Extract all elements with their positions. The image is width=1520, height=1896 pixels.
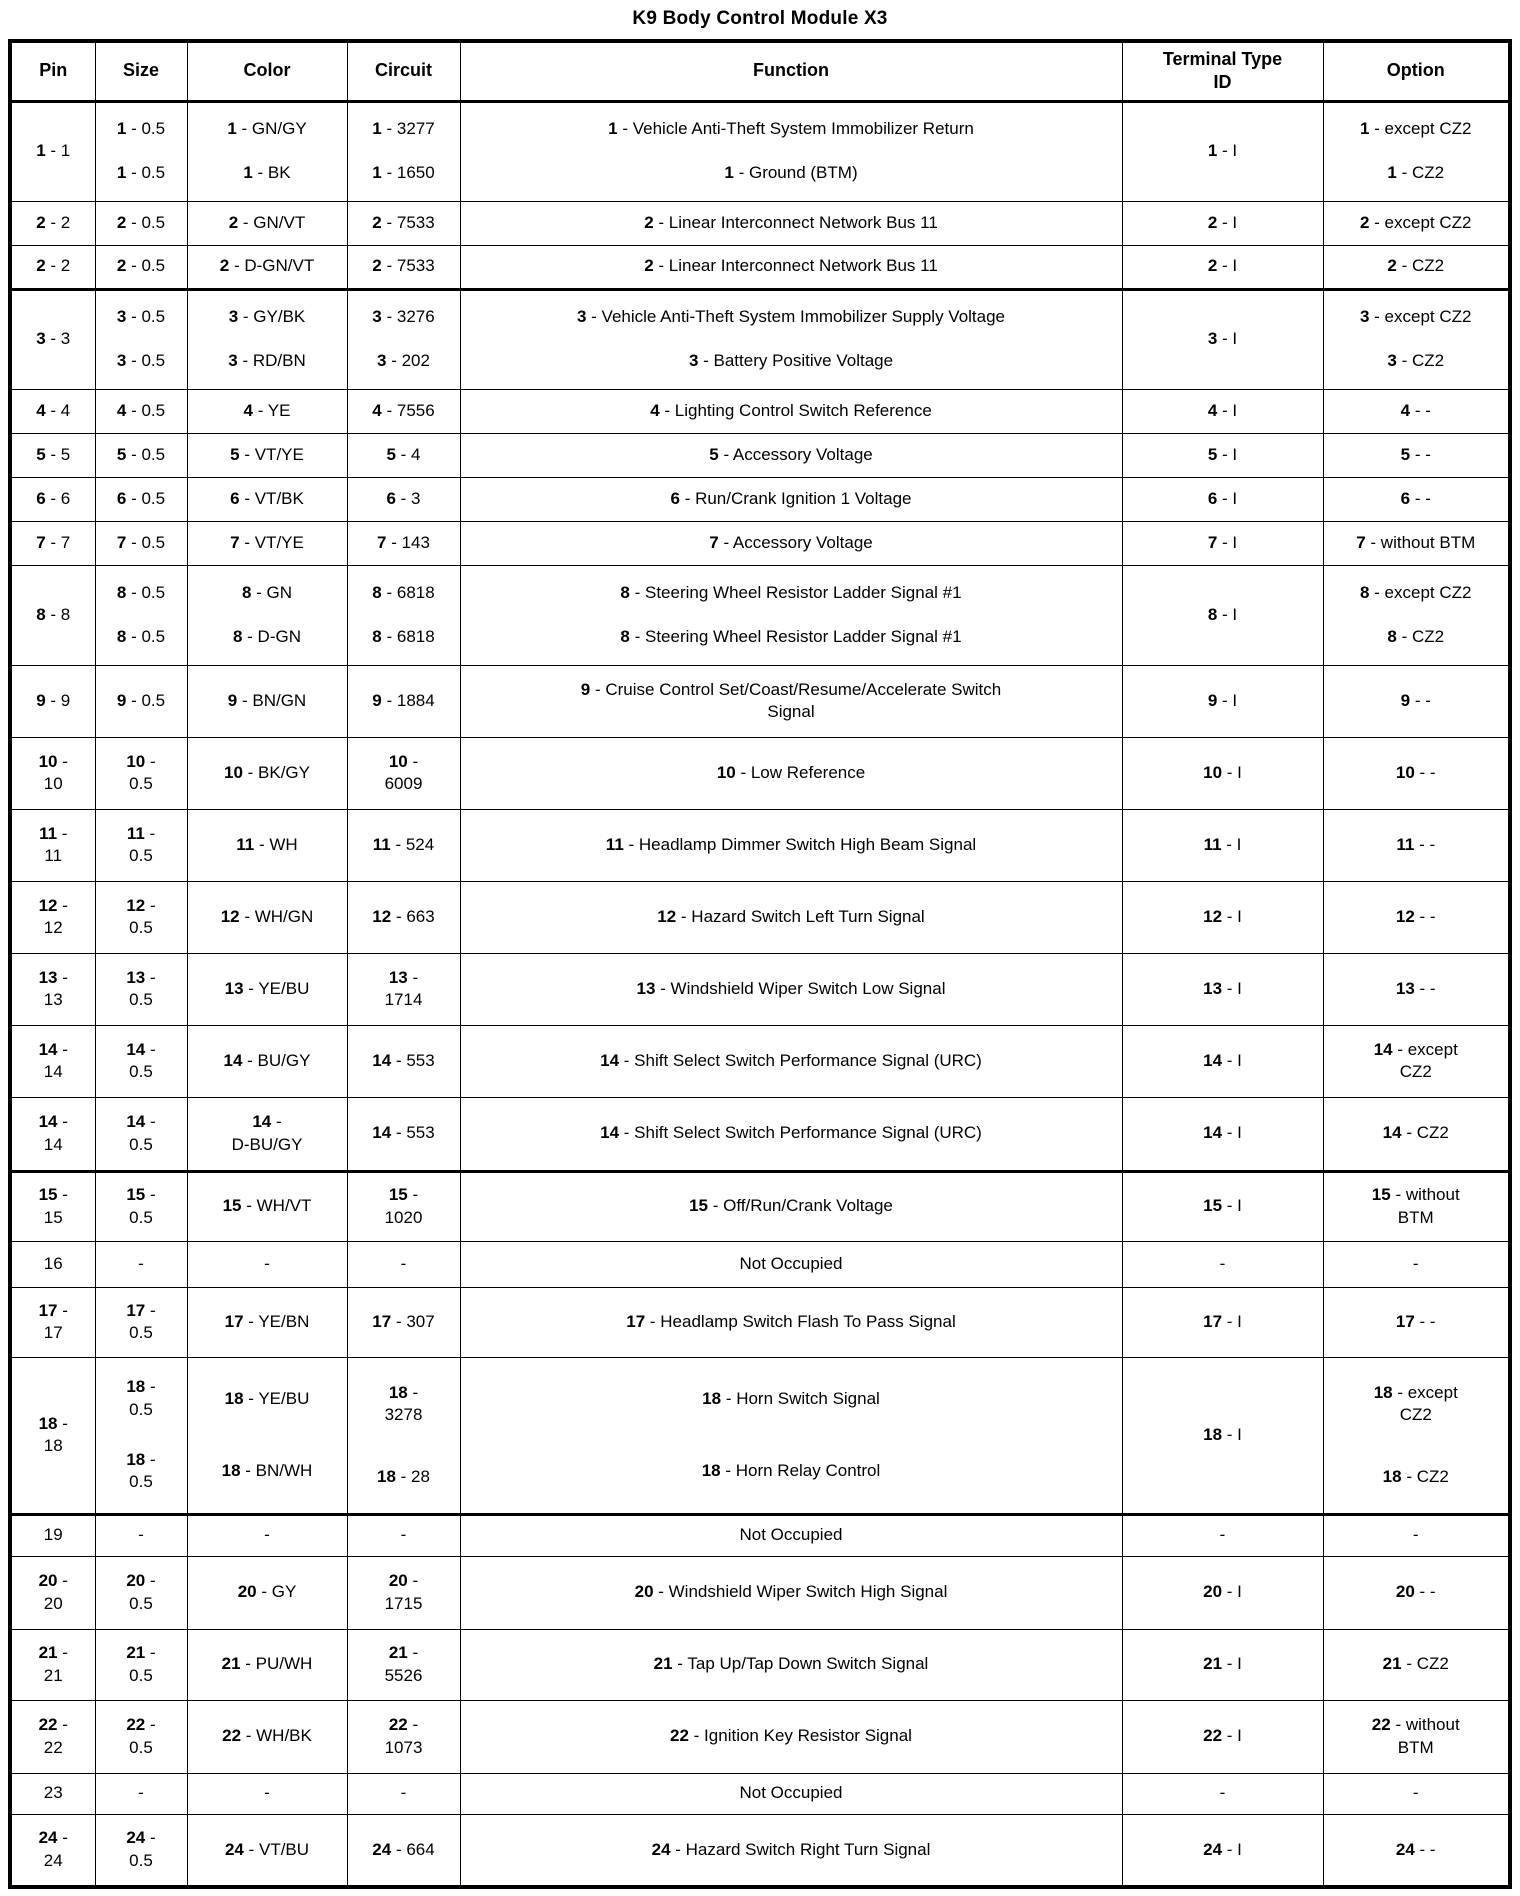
cell-pin: 12 - 12 [10, 881, 95, 953]
cell-func: 7 - Accessory Voltage [460, 521, 1122, 565]
cell-pin: 14 - 14 [10, 1025, 95, 1097]
cell-term: 17 - I [1122, 1287, 1323, 1357]
cell-size: 12 - 0.5 [95, 881, 187, 953]
cell-size: 18 - 0.5 18 - 0.5 [95, 1357, 187, 1514]
cell-circuit: 17 - 307 [347, 1287, 460, 1357]
cell-size: 21 - 0.5 [95, 1629, 187, 1700]
cell-term: 11 - I [1122, 809, 1323, 881]
cell-term: 6 - I [1122, 477, 1323, 521]
cell-func: 15 - Off/Run/Crank Voltage [460, 1171, 1122, 1241]
col-header-func: Function [460, 41, 1122, 101]
col-header-pin: Pin [10, 41, 95, 101]
cell-circuit: 2 - 7533 [347, 201, 460, 245]
cell-size: 7 - 0.5 [95, 521, 187, 565]
col-header-circuit: Circuit [347, 41, 460, 101]
cell-circuit: 2 - 7533 [347, 245, 460, 289]
cell-pin: 2 - 2 [10, 201, 95, 245]
cell-opt: - [1323, 1241, 1510, 1287]
cell-pin: 7 - 7 [10, 521, 95, 565]
table-row [10, 1171, 1510, 1241]
table-row [10, 1773, 1510, 1814]
cell-color: 5 - VT/YE [187, 433, 347, 477]
cell-opt: 1 - except CZ2 1 - CZ2 [1323, 101, 1510, 201]
cell-circuit: - [347, 1241, 460, 1287]
cell-circuit: 9 - 1884 [347, 665, 460, 737]
cell-size: - [95, 1241, 187, 1287]
cell-size: 11 - 0.5 [95, 809, 187, 881]
cell-opt: 2 - CZ2 [1323, 245, 1510, 289]
cell-func: 2 - Linear Interconnect Network Bus 11 [460, 201, 1122, 245]
cell-func: 14 - Shift Select Switch Performance Signal (URC) [460, 1097, 1122, 1171]
cell-func: Not Occupied [460, 1773, 1122, 1814]
table-row [10, 1700, 1510, 1773]
cell-term: 18 - I [1122, 1357, 1323, 1514]
cell-pin: 20 - 20 [10, 1556, 95, 1629]
table-row [10, 881, 1510, 953]
table-row [10, 737, 1510, 809]
cell-term: - [1122, 1241, 1323, 1287]
col-header-opt: Option [1323, 41, 1510, 101]
cell-size: 14 - 0.5 [95, 1097, 187, 1171]
table-row [10, 1556, 1510, 1629]
cell-func: Not Occupied [460, 1241, 1122, 1287]
cell-func: 20 - Windshield Wiper Switch High Signal [460, 1556, 1122, 1629]
cell-color: 9 - BN/GN [187, 665, 347, 737]
cell-circuit: 18 - 3278 18 - 28 [347, 1357, 460, 1514]
cell-opt: - [1323, 1514, 1510, 1556]
cell-size: 20 - 0.5 [95, 1556, 187, 1629]
cell-pin: 24 - 24 [10, 1814, 95, 1887]
cell-opt: 22 - without BTM [1323, 1700, 1510, 1773]
table-row [10, 1514, 1510, 1556]
cell-opt: 14 - except CZ2 [1323, 1025, 1510, 1097]
cell-pin: 21 - 21 [10, 1629, 95, 1700]
cell-circuit: 5 - 4 [347, 433, 460, 477]
cell-size: 14 - 0.5 [95, 1025, 187, 1097]
table-header [10, 41, 1510, 101]
table-row [10, 1097, 1510, 1171]
cell-term: 8 - I [1122, 565, 1323, 665]
cell-opt: 5 - - [1323, 433, 1510, 477]
cell-circuit: 6 - 3 [347, 477, 460, 521]
cell-color: 17 - YE/BN [187, 1287, 347, 1357]
cell-color: 11 - WH [187, 809, 347, 881]
cell-color: 1 - GN/GY 1 - BK [187, 101, 347, 201]
cell-color: 14 - BU/GY [187, 1025, 347, 1097]
pinout-table [8, 39, 1512, 1889]
table-row [10, 1241, 1510, 1287]
cell-circuit: 15 - 1020 [347, 1171, 460, 1241]
cell-size: - [95, 1773, 187, 1814]
cell-size: 24 - 0.5 [95, 1814, 187, 1887]
cell-pin: 14 - 14 [10, 1097, 95, 1171]
cell-pin: 5 - 5 [10, 433, 95, 477]
cell-term: 15 - I [1122, 1171, 1323, 1241]
cell-func: 24 - Hazard Switch Right Turn Signal [460, 1814, 1122, 1887]
cell-pin: 16 [10, 1241, 95, 1287]
cell-size: 13 - 0.5 [95, 953, 187, 1025]
cell-opt: 7 - without BTM [1323, 521, 1510, 565]
cell-size: 2 - 0.5 [95, 245, 187, 289]
cell-term: - [1122, 1514, 1323, 1556]
cell-opt: 3 - except CZ2 3 - CZ2 [1323, 289, 1510, 389]
cell-color: 3 - GY/BK 3 - RD/BN [187, 289, 347, 389]
cell-circuit: 13 - 1714 [347, 953, 460, 1025]
cell-circuit: 8 - 6818 8 - 6818 [347, 565, 460, 665]
cell-color: - [187, 1241, 347, 1287]
cell-circuit: 22 - 1073 [347, 1700, 460, 1773]
cell-pin: 23 [10, 1773, 95, 1814]
cell-opt: 9 - - [1323, 665, 1510, 737]
cell-opt: 4 - - [1323, 389, 1510, 433]
cell-func: 14 - Shift Select Switch Performance Signal (URC) [460, 1025, 1122, 1097]
table-row [10, 809, 1510, 881]
cell-term: 12 - I [1122, 881, 1323, 953]
cell-opt: 17 - - [1323, 1287, 1510, 1357]
cell-term: 4 - I [1122, 389, 1323, 433]
cell-color: 15 - WH/VT [187, 1171, 347, 1241]
table-row [10, 433, 1510, 477]
cell-term: 21 - I [1122, 1629, 1323, 1700]
cell-term: 3 - I [1122, 289, 1323, 389]
cell-color: 18 - YE/BU 18 - BN/WH [187, 1357, 347, 1514]
cell-term: 14 - I [1122, 1097, 1323, 1171]
cell-size: 15 - 0.5 [95, 1171, 187, 1241]
table-row [10, 201, 1510, 245]
cell-pin: 19 [10, 1514, 95, 1556]
cell-circuit: 12 - 663 [347, 881, 460, 953]
cell-pin: 9 - 9 [10, 665, 95, 737]
table-row [10, 1814, 1510, 1887]
cell-term: 2 - I [1122, 245, 1323, 289]
table-row [10, 1357, 1510, 1514]
cell-size: 8 - 0.5 8 - 0.5 [95, 565, 187, 665]
cell-size: 5 - 0.5 [95, 433, 187, 477]
cell-color: 8 - GN 8 - D-GN [187, 565, 347, 665]
cell-func: 21 - Tap Up/Tap Down Switch Signal [460, 1629, 1122, 1700]
cell-size: 2 - 0.5 [95, 201, 187, 245]
cell-opt: 8 - except CZ2 8 - CZ2 [1323, 565, 1510, 665]
cell-circuit: 3 - 3276 3 - 202 [347, 289, 460, 389]
cell-circuit: 10 - 6009 [347, 737, 460, 809]
cell-func: 5 - Accessory Voltage [460, 433, 1122, 477]
cell-size: 9 - 0.5 [95, 665, 187, 737]
cell-opt: 18 - except CZ2 18 - CZ2 [1323, 1357, 1510, 1514]
cell-func: 18 - Horn Switch Signal 18 - Horn Relay Control [460, 1357, 1122, 1514]
cell-circuit: 7 - 143 [347, 521, 460, 565]
cell-color: 10 - BK/GY [187, 737, 347, 809]
cell-opt: 20 - - [1323, 1556, 1510, 1629]
cell-opt: 10 - - [1323, 737, 1510, 809]
cell-pin: 13 - 13 [10, 953, 95, 1025]
cell-func: 12 - Hazard Switch Left Turn Signal [460, 881, 1122, 953]
cell-size: 6 - 0.5 [95, 477, 187, 521]
cell-circuit: 24 - 664 [347, 1814, 460, 1887]
cell-pin: 3 - 3 [10, 289, 95, 389]
cell-circuit: 21 - 5526 [347, 1629, 460, 1700]
cell-func: 2 - Linear Interconnect Network Bus 11 [460, 245, 1122, 289]
cell-opt: 12 - - [1323, 881, 1510, 953]
cell-func: Not Occupied [460, 1514, 1122, 1556]
cell-term: 22 - I [1122, 1700, 1323, 1773]
cell-func: 8 - Steering Wheel Resistor Ladder Signal #1 8 - Steering Wheel Resistor Ladder Signal #1 [460, 565, 1122, 665]
cell-size: 22 - 0.5 [95, 1700, 187, 1773]
table-row [10, 1287, 1510, 1357]
cell-size: 1 - 0.5 1 - 0.5 [95, 101, 187, 201]
table-row [10, 477, 1510, 521]
col-header-term: Terminal Type ID [1122, 41, 1323, 101]
table-row [10, 521, 1510, 565]
cell-pin: 22 - 22 [10, 1700, 95, 1773]
cell-size: - [95, 1514, 187, 1556]
cell-pin: 10 - 10 [10, 737, 95, 809]
table-row [10, 389, 1510, 433]
table-row [10, 289, 1510, 389]
table-row [10, 1629, 1510, 1700]
cell-term: 2 - I [1122, 201, 1323, 245]
cell-size: 3 - 0.5 3 - 0.5 [95, 289, 187, 389]
cell-func: 11 - Headlamp Dimmer Switch High Beam Signal [460, 809, 1122, 881]
cell-opt: 24 - - [1323, 1814, 1510, 1887]
cell-pin: 18 - 18 [10, 1357, 95, 1514]
cell-func: 6 - Run/Crank Ignition 1 Voltage [460, 477, 1122, 521]
cell-circuit: 20 - 1715 [347, 1556, 460, 1629]
cell-opt: 15 - without BTM [1323, 1171, 1510, 1241]
cell-circuit: 11 - 524 [347, 809, 460, 881]
table-body [10, 101, 1510, 1887]
cell-opt: 11 - - [1323, 809, 1510, 881]
cell-color: 22 - WH/BK [187, 1700, 347, 1773]
table-row [10, 665, 1510, 737]
cell-func: 9 - Cruise Control Set/Coast/Resume/Accelerate Switch Signal [460, 665, 1122, 737]
cell-term: - [1122, 1773, 1323, 1814]
cell-pin: 11 - 11 [10, 809, 95, 881]
cell-term: 5 - I [1122, 433, 1323, 477]
cell-term: 13 - I [1122, 953, 1323, 1025]
cell-color: 20 - GY [187, 1556, 347, 1629]
cell-term: 7 - I [1122, 521, 1323, 565]
cell-opt: 6 - - [1323, 477, 1510, 521]
cell-term: 1 - I [1122, 101, 1323, 201]
col-header-size: Size [95, 41, 187, 101]
cell-color: 12 - WH/GN [187, 881, 347, 953]
cell-color: 14 - D-BU/GY [187, 1097, 347, 1171]
cell-opt: 2 - except CZ2 [1323, 201, 1510, 245]
cell-size: 17 - 0.5 [95, 1287, 187, 1357]
cell-circuit: 14 - 553 [347, 1025, 460, 1097]
cell-color: - [187, 1773, 347, 1814]
table-row [10, 245, 1510, 289]
cell-circuit: - [347, 1773, 460, 1814]
cell-pin: 6 - 6 [10, 477, 95, 521]
cell-term: 14 - I [1122, 1025, 1323, 1097]
cell-term: 20 - I [1122, 1556, 1323, 1629]
cell-color: 2 - GN/VT [187, 201, 347, 245]
cell-color: 2 - D-GN/VT [187, 245, 347, 289]
cell-color: 24 - VT/BU [187, 1814, 347, 1887]
cell-func: 3 - Vehicle Anti-Theft System Immobilizer Supply Voltage 3 - Battery Positive Voltage [460, 289, 1122, 389]
cell-circuit: 14 - 553 [347, 1097, 460, 1171]
cell-color: 13 - YE/BU [187, 953, 347, 1025]
cell-opt: 21 - CZ2 [1323, 1629, 1510, 1700]
cell-color: 21 - PU/WH [187, 1629, 347, 1700]
table-row [10, 101, 1510, 201]
table-row [10, 1025, 1510, 1097]
cell-pin: 2 - 2 [10, 245, 95, 289]
cell-func: 17 - Headlamp Switch Flash To Pass Signal [460, 1287, 1122, 1357]
page-title: K9 Body Control Module X3 [632, 8, 888, 29]
cell-term: 10 - I [1122, 737, 1323, 809]
cell-term: 9 - I [1122, 665, 1323, 737]
cell-size: 4 - 0.5 [95, 389, 187, 433]
cell-func: 4 - Lighting Control Switch Reference [460, 389, 1122, 433]
cell-size: 10 - 0.5 [95, 737, 187, 809]
cell-pin: 4 - 4 [10, 389, 95, 433]
cell-func: 22 - Ignition Key Resistor Signal [460, 1700, 1122, 1773]
cell-func: 1 - Vehicle Anti-Theft System Immobilizer Return 1 - Ground (BTM) [460, 101, 1122, 201]
cell-pin: 17 - 17 [10, 1287, 95, 1357]
cell-func: 13 - Windshield Wiper Switch Low Signal [460, 953, 1122, 1025]
cell-color: 4 - YE [187, 389, 347, 433]
cell-pin: 1 - 1 [10, 101, 95, 201]
header-row [10, 41, 1510, 101]
cell-color: 7 - VT/YE [187, 521, 347, 565]
cell-circuit: 4 - 7556 [347, 389, 460, 433]
table-row [10, 565, 1510, 665]
cell-func: 10 - Low Reference [460, 737, 1122, 809]
cell-pin: 15 - 15 [10, 1171, 95, 1241]
cell-circuit: 1 - 3277 1 - 1650 [347, 101, 460, 201]
cell-color: - [187, 1514, 347, 1556]
col-header-color: Color [187, 41, 347, 101]
cell-opt: 13 - - [1323, 953, 1510, 1025]
cell-pin: 8 - 8 [10, 565, 95, 665]
table-row [10, 953, 1510, 1025]
cell-color: 6 - VT/BK [187, 477, 347, 521]
cell-opt: 14 - CZ2 [1323, 1097, 1510, 1171]
cell-term: 24 - I [1122, 1814, 1323, 1887]
cell-circuit: - [347, 1514, 460, 1556]
cell-opt: - [1323, 1773, 1510, 1814]
